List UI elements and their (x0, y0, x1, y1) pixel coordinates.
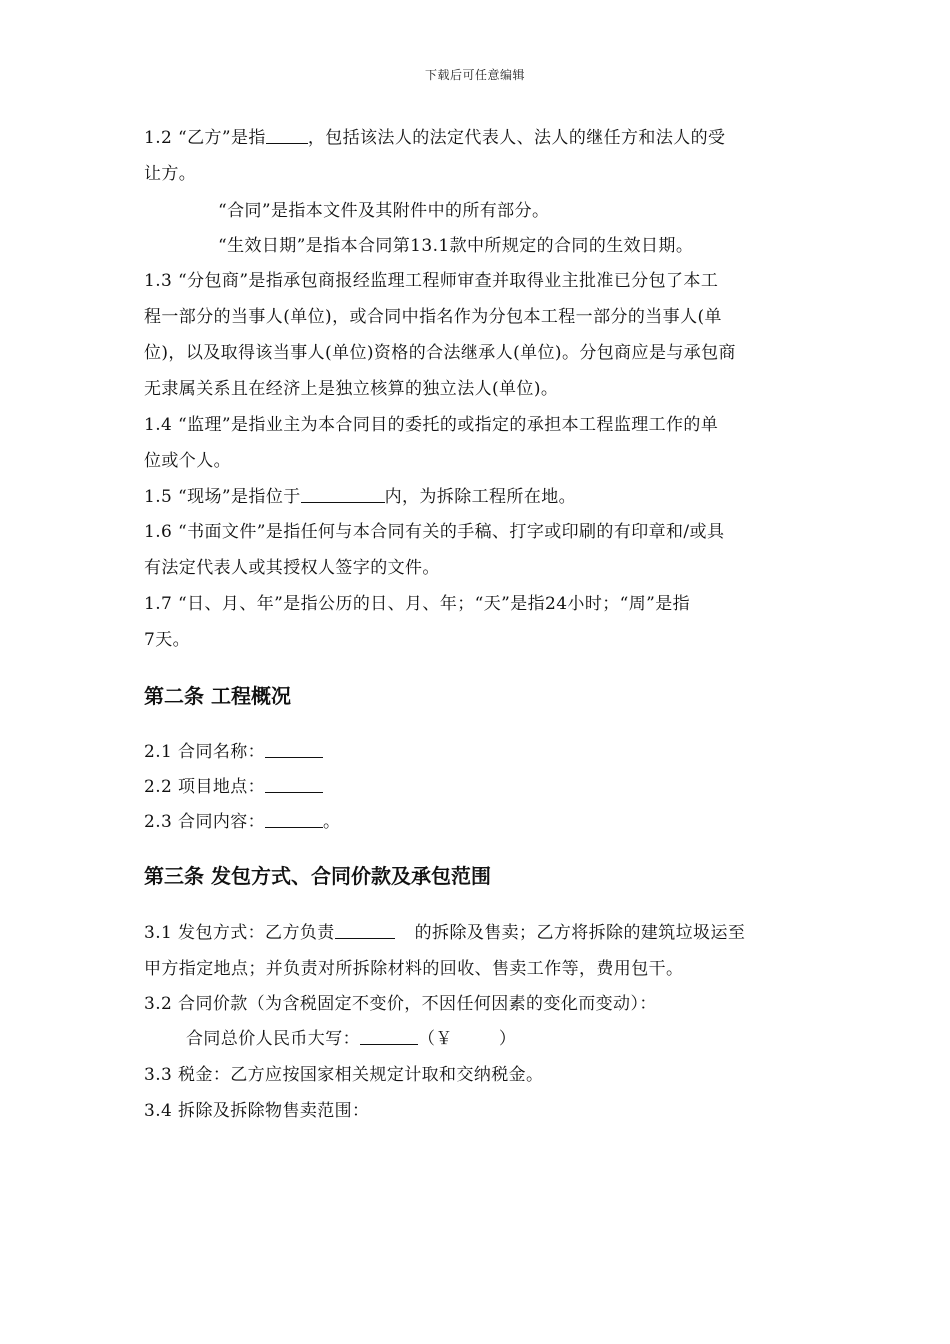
clause-1-2-line-1 (144, 127, 810, 149)
blank-party-b (266, 128, 308, 144)
clause-1-5 (144, 486, 810, 508)
total-price-yuan-open: （￥ (418, 1029, 453, 1049)
item-2-2-label: 2.2 项目地点： (144, 777, 266, 797)
item-2-3-end: 。 (323, 812, 341, 832)
clause-1-6-line-1: 1.6 “书面文件”是指任何与本合同有关的手稿、打字或印刷的有印章和/或具 (144, 522, 725, 542)
clause-1-4-line-1: 1.4 “监理”是指业主为本合同目的委托的或指定的承担本工程监理工作的单 (144, 415, 719, 435)
item-3-1-text-b: 的拆除及售卖；乙方将拆除的建筑垃圾运至 (414, 923, 746, 943)
clause-1-3-line-3: 位)，以及取得该当事人(单位)资格的合法继承人(单位)。分包商应是与承包商 (144, 343, 736, 363)
clause-1-3-line-4: 无隶属关系且在经济上是独立核算的独立法人(单位)。 (144, 379, 559, 399)
blank-contract-content (265, 812, 323, 828)
item-3-2: 3.2 合同价款（为含税固定不变价，不因任何因素的变化而变动）： (144, 994, 657, 1014)
contract-definition: “合同”是指本文件及其附件中的所有部分。 (218, 201, 550, 221)
clause-1-6-line-2: 有法定代表人或其授权人签字的文件。 (144, 558, 440, 578)
blank-site-location (301, 487, 385, 503)
effective-date-definition: “生效日期”是指本合同第13.1款中所规定的合同的生效日期。 (218, 236, 694, 256)
item-3-4: 3.4 拆除及拆除物售卖范围： (144, 1101, 370, 1121)
clause-1-2-line-2: 让方。 (144, 164, 197, 184)
item-3-1-line-2: 甲方指定地点；并负责对所拆除材料的回收、售卖工作等，费用包干。 (144, 959, 684, 979)
clause-1-2-text-a: 1.2 “乙方”是指 (144, 128, 266, 148)
clause-1-2-text-b: ，包括该法人的法定代表人、法人的继任方和法人的受 (307, 128, 726, 148)
blank-project-location (265, 777, 323, 793)
total-price-close: ） (498, 1029, 517, 1049)
item-3-1-text-a: 3.1 发包方式：乙方负责 (144, 923, 335, 943)
blank-total-price-words (360, 1029, 418, 1045)
section-2-title: 第二条 工程概况 (144, 684, 291, 708)
clause-1-3-line-1: 1.3 “分包商”是指承包商报经监理工程师审查并取得业主批准已分包了本工 (144, 271, 719, 291)
item-2-1 (144, 741, 810, 763)
item-2-3-label: 2.3 合同内容： (144, 812, 266, 832)
item-3-1-line-1 (144, 922, 810, 944)
clause-1-5-text-a: 1.5 “现场”是指位于 (144, 487, 301, 507)
page-header: 下载后可任意编辑 (424, 68, 525, 82)
clause-1-7-line-1: 1.7 “日、月、年”是指公历的日、月、年；“天”是指24小时；“周”是指 (144, 594, 691, 614)
total-price-label: 合同总价人民币大写： (186, 1029, 360, 1049)
clause-1-4-line-2: 位或个人。 (144, 451, 231, 471)
blank-responsibility (335, 923, 395, 939)
blank-contract-name (265, 742, 323, 758)
total-price (186, 1028, 810, 1050)
clause-1-5-text-b: 内，为拆除工程所在地。 (384, 487, 577, 507)
section-3-title: 第三条 发包方式、合同价款及承包范围 (144, 864, 491, 888)
item-2-1-label: 2.1 合同名称： (144, 742, 266, 762)
clause-1-3-line-2: 程一部分的当事人(单位)，或合同中指名作为分包本工程一部分的当事人(单 (144, 307, 722, 327)
clause-1-7-line-2: 7天。 (144, 630, 191, 650)
item-2-3 (144, 811, 810, 833)
item-2-2 (144, 776, 810, 798)
item-3-3: 3.3 税金：乙方应按国家相关规定计取和交纳税金。 (144, 1065, 544, 1085)
